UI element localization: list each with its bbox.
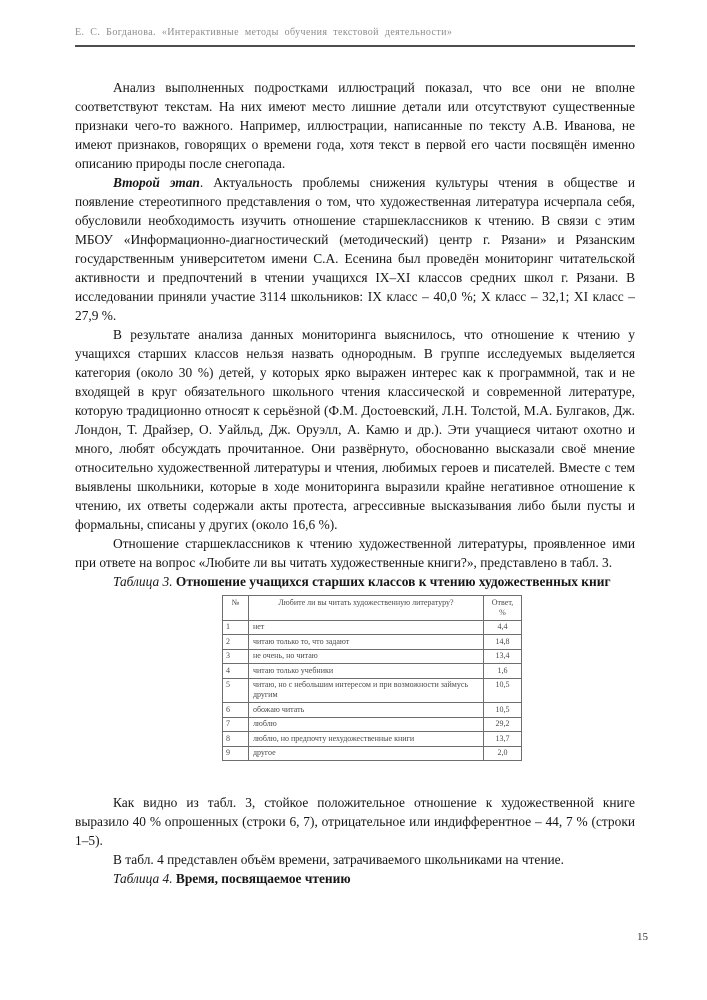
paragraph-table3-conclusion: Как видно из табл. 3, стойкое положительное отношение к художественной книге выразило 40 % опрошенных (строки 6, 7), отрицательное или индифферентное – 44, 7 % (строки 1–5). xyxy=(75,795,635,848)
table-row xyxy=(223,732,522,747)
page-body xyxy=(75,78,635,888)
page-number: 15 xyxy=(637,931,648,943)
row-pct: 13,7 xyxy=(484,732,522,747)
row-num: 2 xyxy=(223,635,249,650)
row-num: 6 xyxy=(223,703,249,718)
row-pct: 2,0 xyxy=(484,746,522,761)
row-pct: 4,4 xyxy=(484,620,522,635)
table3-caption-label: Таблица 3. xyxy=(113,574,173,589)
table4-caption xyxy=(75,869,635,888)
table-header-answer: Ответ, % xyxy=(484,596,522,621)
row-num: 8 xyxy=(223,732,249,747)
row-answer: другое xyxy=(248,746,483,761)
table-row xyxy=(223,678,522,703)
table-row xyxy=(223,649,522,664)
header-divider xyxy=(75,45,635,47)
table3-caption xyxy=(75,572,635,591)
second-stage-rest: . Актуальность проблемы снижения культуры чтения в обществе и появление стереотипного представления о том, что художественная литература исчерпала себя, обусловили необходимость изучить отношение старшеклассников к чтению. В связи с этим МБОУ «Информационно-диагностический (методический) центр г. Рязани» и Рязанским государственным университетом имени С.А. Есенина был проведён мониторинг читательской активности и предпочтений в чтении учащихся IX–XI классов средних школ г. Рязани. В исследовании приняли участие 3114 школьников: IX класс – 40,0 %; X класс – 32,1; XI класс – 27,9 %. xyxy=(75,175,635,323)
table4-caption-title: Время, посвящаемое чтению xyxy=(175,871,351,886)
row-answer: нет xyxy=(248,620,483,635)
second-stage-lead: Второй этап xyxy=(113,175,200,190)
row-num: 1 xyxy=(223,620,249,635)
row-answer: читаю только учебники xyxy=(248,664,483,679)
paragraph-second-stage xyxy=(75,173,635,325)
paragraph-monitoring-results: В результате анализа данных мониторинга выяснилось, что отношение к чтению у учащихся старших классов нельзя назвать однородным. В группе исследуемых выделяется категория (около 30 %) детей, у которых ярко выражен интерес как к программной, так и не входящей в круг обязательного школьного чтения классической и современной литературе, которую традиционно относят к серьёзной (Ф.М. Достоевский, Л.Н. Толстой, М.А. Булгаков, Дж. Лондон, Т. Драйзер, О. Уайльд, Дж. Оруэлл, А. Камю и др.). Эти учащиеся читают охотно и много, любят обсуждать прочитанное. Они развёрнуто, обоснованно высказали своё мнение относительно художественной литературы и чтения, любимых героев и писателей. Вместе с тем выявлены школьники, которые в ходе мониторинга выразили крайне негативное отношение к чтению, их ответы содержали акты протеста, агрессивные высказывания либо были пусты и формальны, списаны у других (около 16,6 %). xyxy=(75,327,635,532)
row-answer: люблю, но предпочту нехудожественные книги xyxy=(248,732,483,747)
row-answer: не очень, но читаю xyxy=(248,649,483,664)
row-pct: 10,5 xyxy=(484,703,522,718)
reading-attitude-table-wrapper xyxy=(222,595,635,761)
row-num: 9 xyxy=(223,746,249,761)
paragraph-table4-intro: В табл. 4 представлен объём времени, затрачиваемого школьниками на чтение. xyxy=(113,852,564,867)
table-header-question: Любите ли вы читать художественную литературу? xyxy=(248,596,483,621)
running-head: Е. С. Богданова. «Интерактивные методы обучения текстовой деятельности» xyxy=(75,27,453,38)
reading-attitude-table xyxy=(222,595,522,761)
table-row xyxy=(223,746,522,761)
row-pct: 14,8 xyxy=(484,635,522,650)
table-header-row xyxy=(223,596,522,621)
table3-caption-title: Отношение учащихся старших классов к чтению художественных книг xyxy=(175,574,611,589)
row-pct: 1,6 xyxy=(484,664,522,679)
table-row xyxy=(223,635,522,650)
row-num: 3 xyxy=(223,649,249,664)
table-row xyxy=(223,620,522,635)
table4-caption-label: Таблица 4. xyxy=(113,871,173,886)
row-num: 4 xyxy=(223,664,249,679)
row-answer: люблю xyxy=(248,717,483,732)
table-header-num: № xyxy=(223,596,249,621)
row-answer: читаю только то, что задают xyxy=(248,635,483,650)
row-num: 5 xyxy=(223,678,249,703)
paragraph-illustration-analysis: Анализ выполненных подростками иллюстраций показал, что все они не вполне соответствуют текстам. На них имеют место лишние детали или отсутствуют существенные признаки чего-то важного. Например, иллюстрации, написанные по тексту А.В. Иванова, не имеют признаков, говорящих о времени года, хотя текст в первой его части посвящён именно описанию природы после снегопада. xyxy=(75,80,635,171)
row-pct: 10,5 xyxy=(484,678,522,703)
row-pct: 29,2 xyxy=(484,717,522,732)
row-answer: обожаю читать xyxy=(248,703,483,718)
table-row xyxy=(223,717,522,732)
row-num: 7 xyxy=(223,717,249,732)
row-pct: 13,4 xyxy=(484,649,522,664)
row-answer: читаю, но с небольшим интересом и при возможности займусь другим xyxy=(248,678,483,703)
table-row xyxy=(223,703,522,718)
table-row xyxy=(223,664,522,679)
paragraph-table3-intro: Отношение старшеклассников к чтению художественной литературы, проявленное ими при ответе на вопрос «Любите ли вы читать художественные книги?», представлено в табл. 3. xyxy=(75,536,635,570)
